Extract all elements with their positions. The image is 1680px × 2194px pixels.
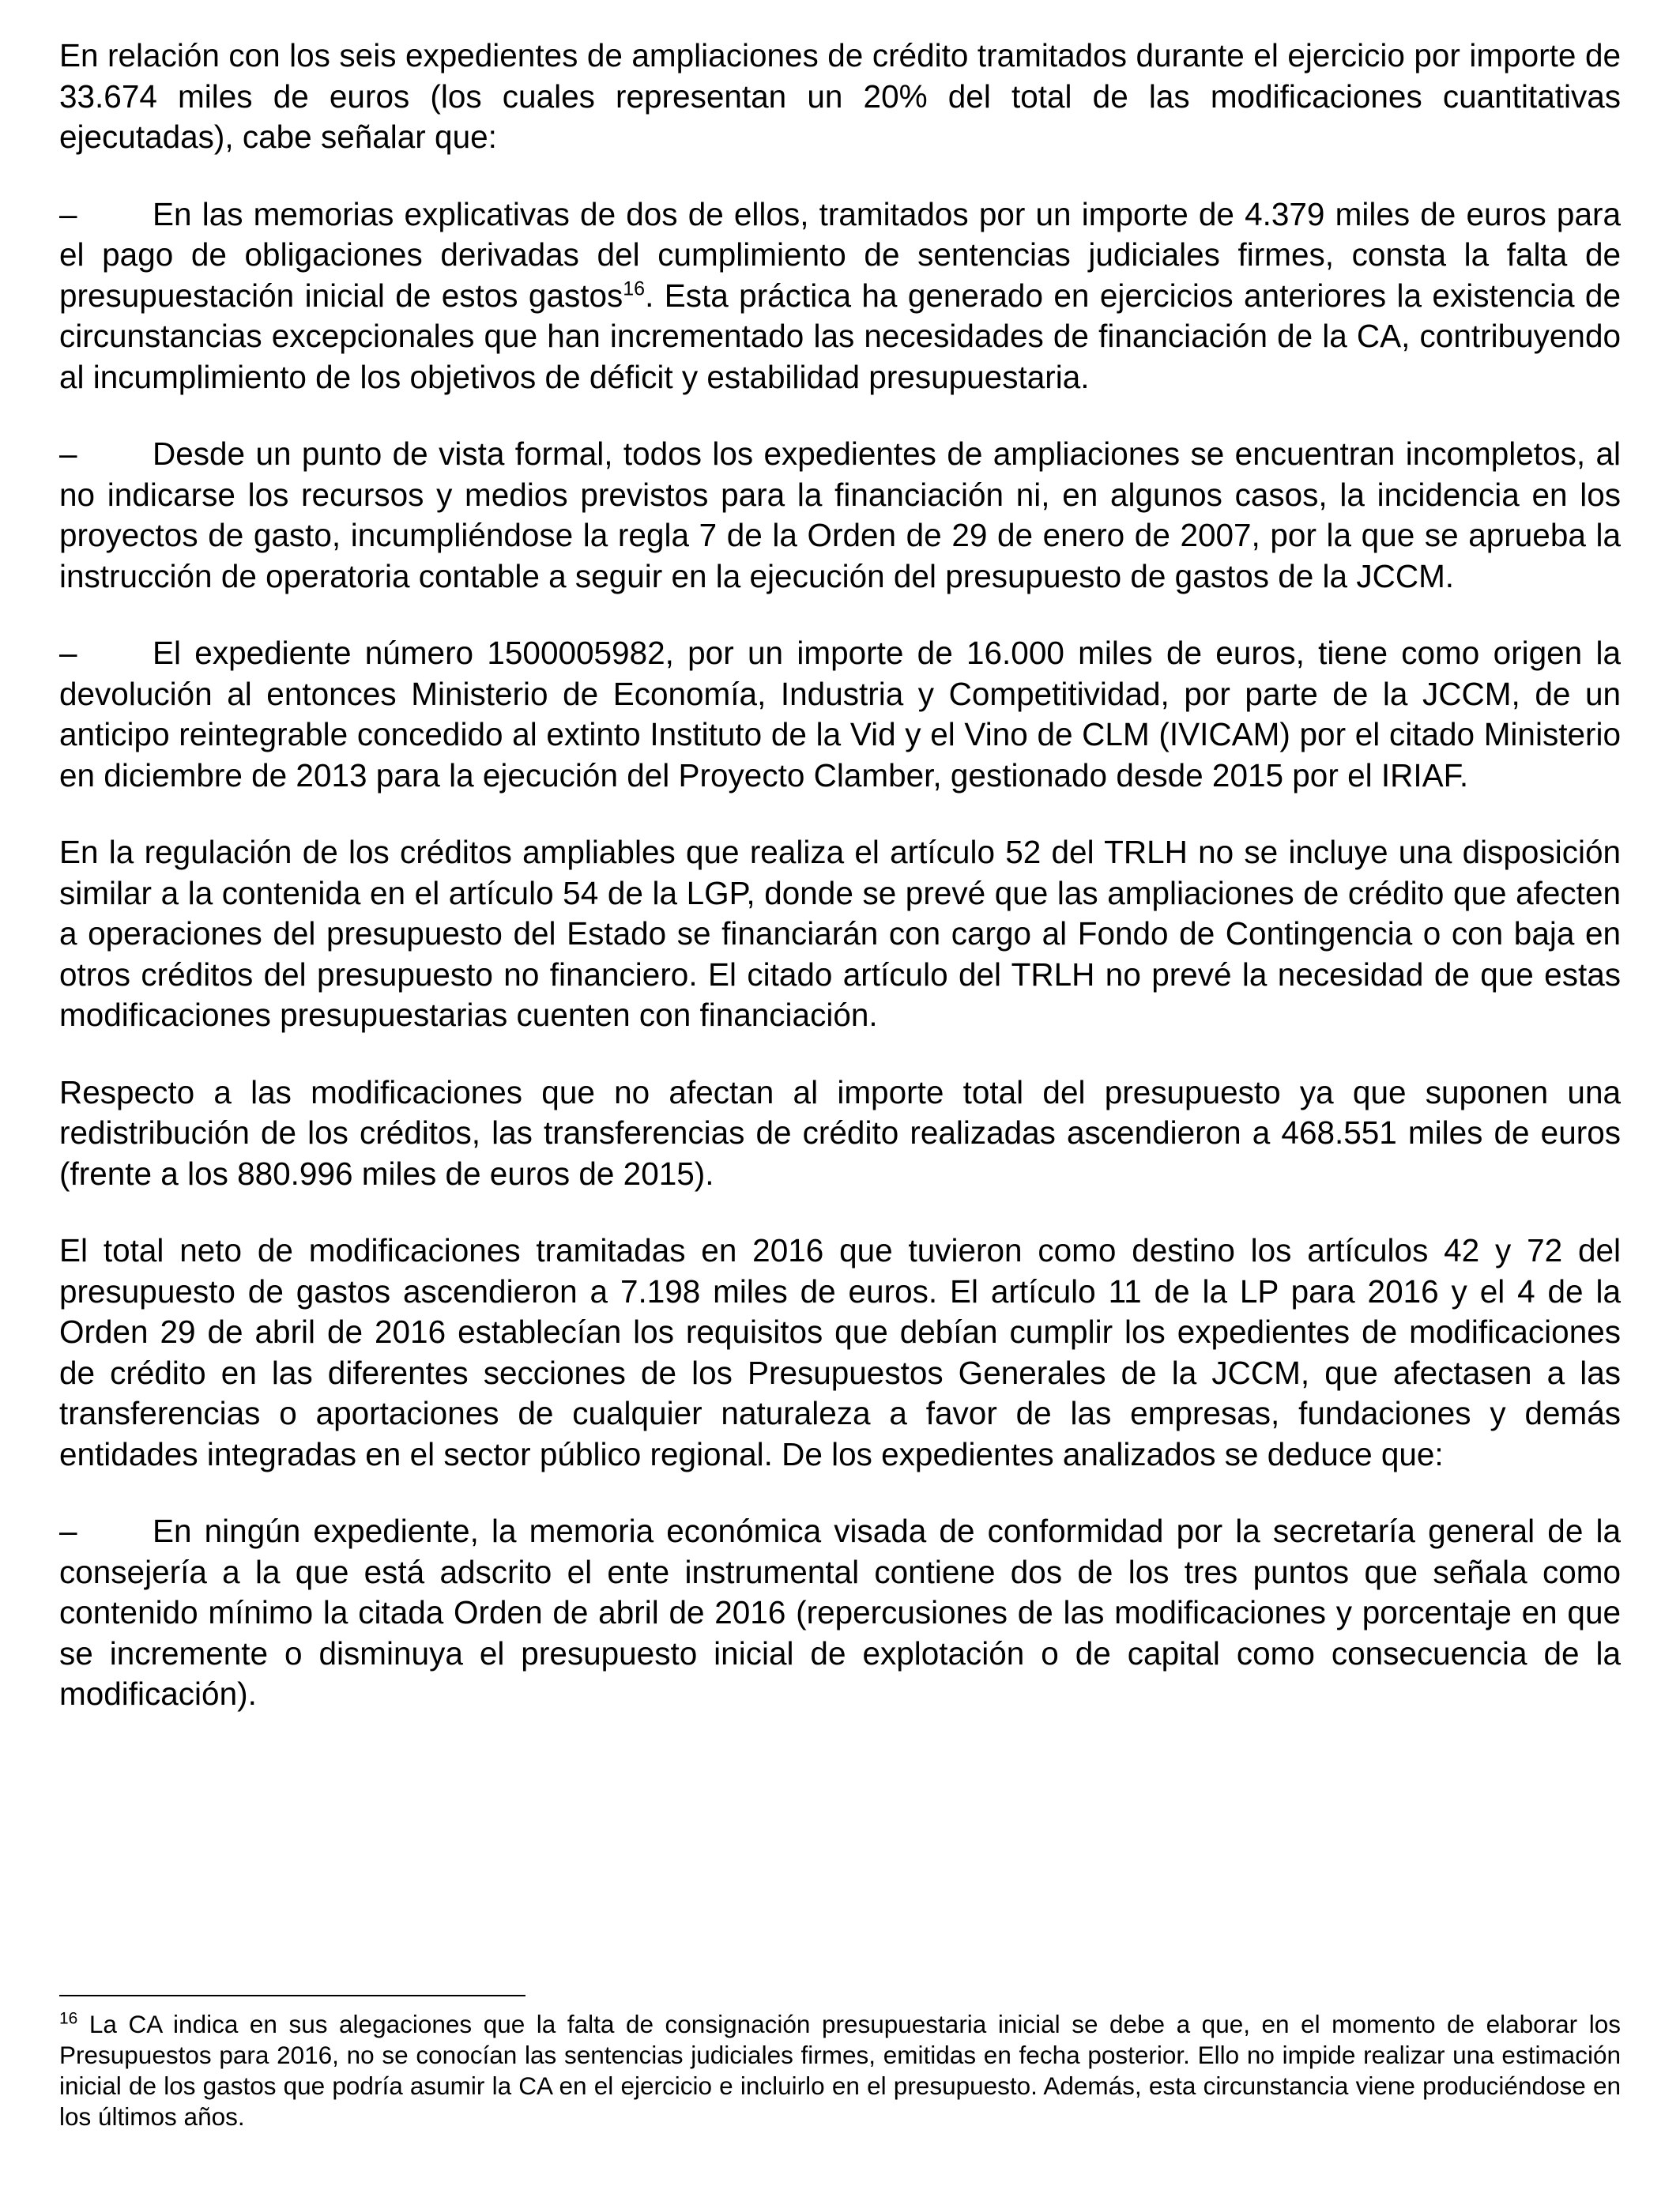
footnote-number: 16: [59, 2009, 78, 2028]
document-body: [59, 36, 1621, 1751]
list-item-text: Desde un punto de vista formal, todos los expedientes de ampliaciones se encuentran incompletos, al no indicarse los recursos y medios previstos para la financiación ni, en algunos casos, la incidencia en los proyectos de gasto, incumpliéndose la regla 7 de la Orden de 29 de enero de 2007, por la que se aprueba la instrucción de operatoria contable a seguir en la ejecución del presupuesto de gastos de la JCCM.: [59, 435, 1621, 594]
dash-marker: –: [59, 435, 77, 472]
paragraph-transferencias-credito: Respecto a las modificaciones que no afectan al importe total del presupuesto ya que suponen una redistribución de los créditos, las transferencias de crédito realizadas ascendieron a 468.551 miles de euros (frente a los 880.996 miles de euros de 2015).: [59, 1073, 1621, 1192]
paragraph-total-neto-modificaciones: El total neto de modificaciones tramitadas en 2016 que tuvieron como destino los artículos 42 y 72 del presupuesto de gastos ascendieron a 7.198 miles de euros. El artículo 11 de la LP para 2016 y el 4 de la Orden 29 de abril de 2016 establecían los requisitos que debían cumplir los expedientes de modificaciones de crédito en las diferentes secciones de los Presupuestos Generales de la JCCM, que afectasen a las transferencias o aportaciones de cualquier naturaleza a favor de las empresas, fundaciones y demás entidades integradas en el sector público regional. De los expedientes analizados se deduce que:: [59, 1232, 1621, 1472]
list-item-punto-vista-formal: [59, 434, 1621, 597]
list-item-text: En las memorias explicativas de dos de ellos, tramitados por un importe de 4.379 miles de euros para el pago de obligaciones derivadas del cumplimiento de sentencias judiciales firmes, consta la falta de presupuestación inicial de estos gastos: [59, 195, 1621, 314]
dash-marker: –: [59, 635, 77, 671]
footnote-separator: [59, 1995, 525, 1996]
footnote-16: [59, 2009, 1621, 2132]
dash-marker: –: [59, 195, 77, 232]
footnote-reference[interactable]: 16: [623, 277, 646, 300]
list-item-text-continued: . Esta práctica ha generado en ejercicios anteriores la existencia de circunstancias excepcionales que han incrementado las necesidades de financiación de la CA, contribuyendo al incumplimiento de los objetivos de déficit y estabilidad presupuestaria.: [59, 277, 1621, 395]
list-item-text: El expediente número 1500005982, por un importe de 16.000 miles de euros, tiene como origen la devolución al entonces Ministerio de Economía, Industria y Competitividad, por parte de la JCCM, de un anticipo reintegrable concedido al extinto Instituto de la Vid y el Vino de CLM (IVICAM) por el citado Ministerio en diciembre de 2013 para la ejecución del Proyecto Clamber, gestionado desde 2015 por el IRIAF.: [59, 635, 1621, 794]
list-item-expediente-1500005982: [59, 633, 1621, 796]
list-item-text: En ningún expediente, la memoria económica visada de conformidad por la secretaría general de la consejería a la que está adscrito el ente instrumental contiene dos de los tres puntos que señala como contenido mínimo la citada Orden de abril de 2016 (repercusiones de las modificaciones y porcentaje en que se incremente o disminuya el presupuesto inicial de explotación o de capital como consecuencia de la modificación).: [59, 1513, 1621, 1712]
list-item-memorias-explicativas: [59, 194, 1621, 398]
paragraph-ampliaciones-intro: En relación con los seis expedientes de ampliaciones de crédito tramitados durante el ejercicio por importe de 33.674 miles de euros (los cuales representan un 20% del total de las modificaciones cuantitativas ejecutadas), cabe señalar que:: [59, 37, 1621, 155]
footnote-text: La CA indica en sus alegaciones que la falta de consignación presupuestaria inicial se debe a que, en el momento de elaborar los Presupuestos para 2016, no se conocían las sentencias judiciales firmes, emitidas en fecha posterior. Ello no impide realizar una estimación inicial de los gastos que podría asumir la CA en el ejercicio e incluirlo en el presupuesto. Además, esta circunstancia viene produciéndose en los últimos años.: [59, 2010, 1621, 2131]
list-item-memoria-economica: [59, 1511, 1621, 1715]
paragraph-regulacion-creditos-ampliables: En la regulación de los créditos ampliables que realiza el artículo 52 del TRLH no se incluye una disposición similar a la contenida en el artículo 54 de la LGP, donde se prevé que las ampliaciones de crédito que afecten a operaciones del presupuesto del Estado se financiarán con cargo al Fondo de Contingencia o con baja en otros créditos del presupuesto no financiero. El citado artículo del TRLH no prevé la necesidad de que estas modificaciones presupuestarias cuenten con financiación.: [59, 834, 1621, 1033]
dash-marker: –: [59, 1513, 77, 1549]
